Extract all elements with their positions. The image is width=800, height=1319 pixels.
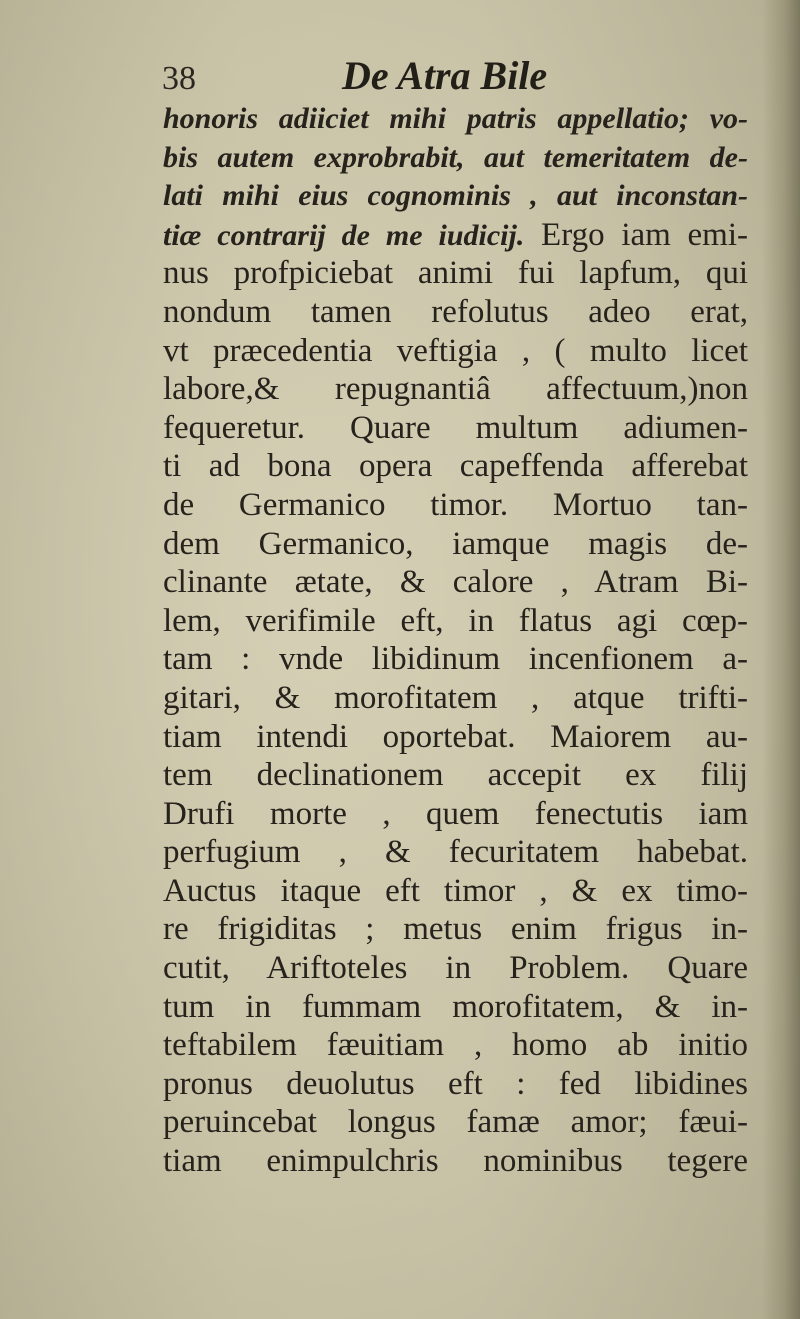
text-line: tum in fummam morofitatem, & in- (163, 988, 748, 1025)
text-line: clinante ætate, & calore , Atram Bi- (163, 564, 748, 601)
text-line: tiam enimpulchris nominibus tegere (163, 1143, 748, 1180)
text-line: ti ad bona opera capeffenda afferebat (163, 448, 748, 485)
text-line: tem declinationem accepit ex filij (163, 757, 748, 794)
text-line: fequeretur. Quare multum adiumen- (163, 409, 748, 446)
text-line (163, 216, 748, 255)
text-line: cutit, Ariftoteles in Problem. Quare (163, 950, 748, 987)
text-line: nondum tamen refolutus adeo erat, (163, 293, 748, 330)
text-line: dem Germanico, iamque magis de- (163, 525, 748, 562)
running-head: De Atra Bile (342, 53, 548, 98)
page-header (162, 52, 722, 102)
text-line: re frigiditas ; metus enim frigus in- (163, 911, 748, 948)
text-line: lem, verifimile eft, in flatus agi cœp- (163, 602, 748, 639)
text-line: gitari, & morofitatem , atque trifti- (163, 679, 748, 716)
body-text (163, 100, 748, 1181)
page-number: 38 (162, 60, 196, 97)
text-line: Drufi morte , quem fenectutis iam (163, 795, 748, 832)
italic-segment: tiæ contrarij de me iudicij. (163, 218, 525, 252)
text-line: nus profpiciebat animi fui lapfum, qui (163, 255, 748, 292)
text-line: teftabilem fæuitiam , homo ab initio (163, 1027, 748, 1064)
text-line: labore,& repugnantiâ affectuum,)non (163, 371, 748, 408)
text-line: tam : vnde libidinum incenfionem a- (163, 641, 748, 678)
text-line: honoris adiiciet mihi patris appellatio; vo- (163, 102, 748, 135)
text-line: tiam intendi oportebat. Maiorem au- (163, 718, 748, 755)
text-line: de Germanico timor. Mortuo tan- (163, 486, 748, 523)
text-line: lati mihi eius cognominis , aut inconstan- (163, 179, 748, 213)
text-line: Auctus itaque eft timor , & ex timo- (163, 872, 748, 909)
text-line: bis autem exprobrabit, aut temeritatem de- (163, 140, 748, 174)
text-line: vt præcedentia veftigia , ( multo licet (163, 332, 748, 369)
text-line: pronus deuolutus eft : fed libidines (163, 1065, 748, 1102)
text-line: perfugium , & fecuritatem habebat. (163, 834, 748, 871)
roman-segment: Ergo iam emi- (524, 216, 748, 253)
text-line: peruincebat longus famæ amor; fæui- (163, 1104, 748, 1141)
page-edge-shadow (762, 0, 800, 1319)
